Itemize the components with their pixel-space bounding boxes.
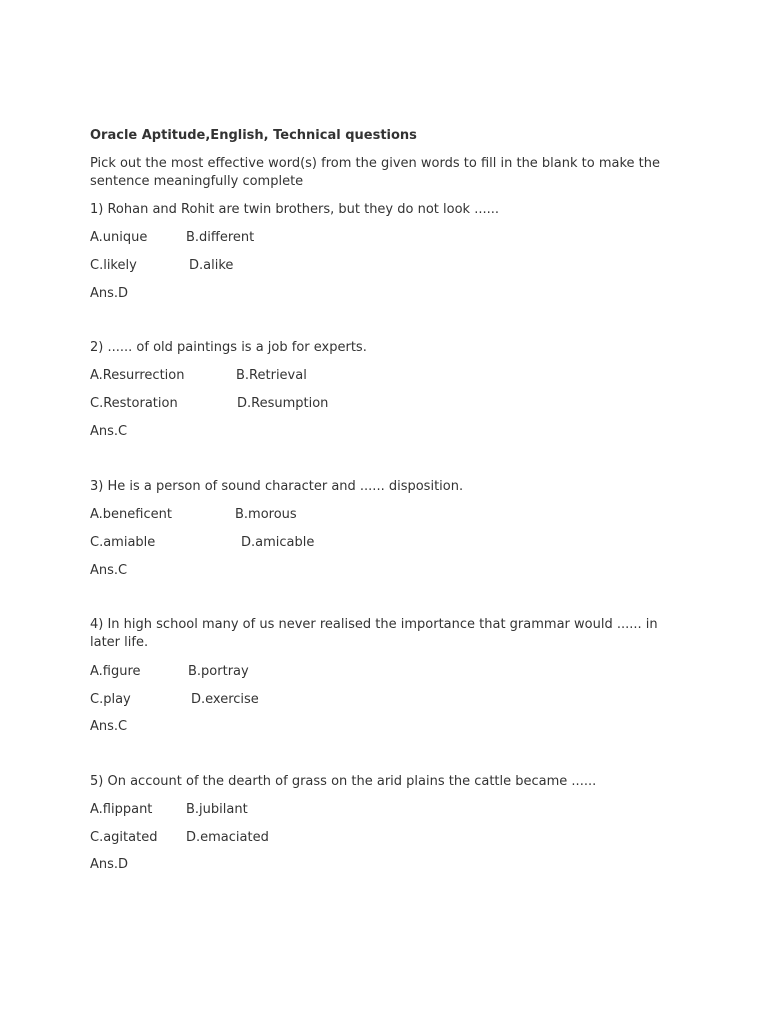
answer-text: Ans.D [90, 857, 129, 872]
option-c: C.Restoration [90, 396, 178, 411]
option-d: D.exercise [191, 692, 259, 707]
option-a: A.unique [90, 230, 148, 245]
option-a: A.Resurrection [90, 368, 185, 383]
option-d: D.alike [189, 258, 234, 273]
question-text: 5) On account of the dearth of grass on the arid plains the cattle became ...... [90, 774, 597, 789]
option-d: D.amicable [241, 535, 315, 550]
instructions-text: Pick out the most effective word(s) from the given words to fill in the blank to make the sentence meaningfully complete [90, 156, 661, 189]
option-c: C.amiable [90, 535, 156, 550]
option-a: A.flippant [90, 802, 153, 817]
option-b: B.different [186, 230, 255, 245]
option-d: D.emaciated [186, 830, 269, 845]
option-b: B.Retrieval [236, 368, 307, 383]
document-title: Oracle Aptitude,English, Technical questions [90, 128, 417, 143]
option-a: A.beneficent [90, 507, 172, 522]
question-text: 2) ...... of old paintings is a job for experts. [90, 340, 367, 355]
option-b: B.morous [235, 507, 297, 522]
option-b: B.jubilant [186, 802, 248, 817]
answer-text: Ans.C [90, 563, 128, 578]
option-b: B.portray [188, 664, 249, 679]
option-a: A.figure [90, 664, 141, 679]
answer-text: Ans.D [90, 286, 129, 301]
option-c: C.play [90, 692, 131, 707]
answer-text: Ans.C [90, 719, 128, 734]
option-c: C.agitated [90, 830, 158, 845]
question-text: 4) In high school many of us never realised the importance that grammar would ...... in later life. [90, 617, 658, 650]
question-text: 3) He is a person of sound character and ...... disposition. [90, 479, 464, 494]
option-d: D.Resumption [237, 396, 329, 411]
question-text: 1) Rohan and Rohit are twin brothers, but they do not look ...... [90, 202, 499, 217]
answer-text: Ans.C [90, 424, 128, 439]
option-c: C.likely [90, 258, 137, 273]
